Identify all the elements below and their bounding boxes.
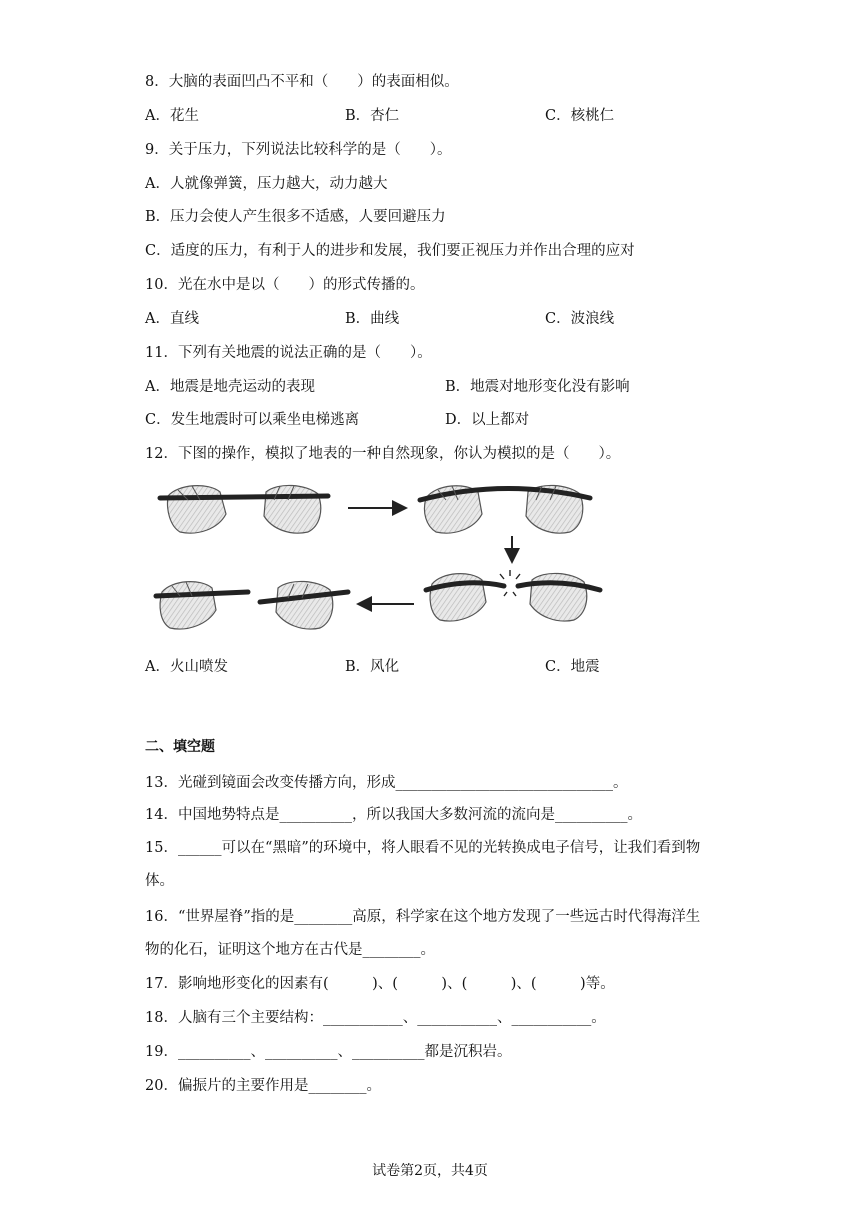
question-15: 15．______可以在“黑暗”的环境中，将人眼看不见的光转换成电子信号，让我们看到物 — [145, 840, 701, 856]
q12-option-a: A．火山喷发 — [145, 659, 228, 675]
q11-option-d: D．以上都对 — [445, 412, 530, 428]
section-heading-fill-blank: 二、填空题 — [145, 739, 215, 755]
panel-4-broken — [156, 581, 348, 629]
question-20: 20．偏振片的主要作用是________。 — [145, 1078, 381, 1094]
q9-option-a: A．人就像弹簧，压力越大，动力越大 — [145, 176, 388, 192]
question-13: 13．光碰到镜面会改变传播方向，形成______________________________。 — [145, 775, 628, 791]
question-16: 16．“世界屋脊”指的是________高原，科学家在这个地方发现了一些远古时代得海洋生 — [145, 909, 701, 925]
panel-3-breaking — [426, 570, 600, 621]
question-10: 10．光在水中是以（ ）的形式传播的。 — [145, 277, 425, 293]
q8-option-c: C．核桃仁 — [545, 108, 615, 124]
q12-option-c: C．地震 — [545, 659, 600, 675]
question-18: 18．人脑有三个主要结构：___________、___________、___________。 — [145, 1010, 606, 1026]
page-footer: 试卷第2页，共4页 — [372, 1163, 488, 1179]
q10-option-c: C．波浪线 — [545, 311, 615, 327]
q10-option-b: B．曲线 — [345, 311, 400, 327]
q11-option-a: A．地震是地壳运动的表现 — [145, 379, 315, 395]
panel-1-straight — [160, 485, 328, 533]
question-11: 11．下列有关地震的说法正确的是（ ）。 — [145, 345, 432, 361]
q11-option-c: C．发生地震时可以乘坐电梯逃离 — [145, 412, 360, 428]
q10-option-a: A．直线 — [145, 311, 199, 327]
q9-option-b: B．压力会使人产生很多不适感，人要回避压力 — [145, 209, 446, 225]
question-9: 9．关于压力，下列说法比较科学的是（ ）。 — [145, 142, 452, 158]
panel-2-bending — [420, 485, 590, 533]
question-12: 12．下图的操作，模拟了地表的一种自然现象，你认为模拟的是（ ）。 — [145, 446, 621, 462]
q9-option-c: C．适度的压力，有利于人的进步和发展，我们要正视压力并作出合理的应对 — [145, 243, 635, 259]
rock-bending-illustration — [148, 474, 628, 648]
question-14: 14．中国地势特点是__________，所以我国大多数河流的流向是__________。 — [145, 807, 642, 823]
question-19: 19．__________、__________、__________都是沉积岩。 — [145, 1044, 512, 1060]
q8-option-a: A．花生 — [145, 108, 199, 124]
question-8: 8．大脑的表面凹凸不平和（ ）的表面相似。 — [145, 74, 459, 90]
q12-option-b: B．风化 — [345, 659, 400, 675]
question-16-cont: 物的化石，证明这个地方在古代是________。 — [145, 942, 435, 958]
q11-option-b: B．地震对地形变化没有影响 — [445, 379, 630, 395]
rock-bending-figure — [148, 474, 628, 648]
question-17: 17．影响地形变化的因素有( )、( )、( )、( )等。 — [145, 976, 615, 992]
question-15-cont: 体。 — [145, 873, 174, 889]
q8-option-b: B．杏仁 — [345, 108, 400, 124]
